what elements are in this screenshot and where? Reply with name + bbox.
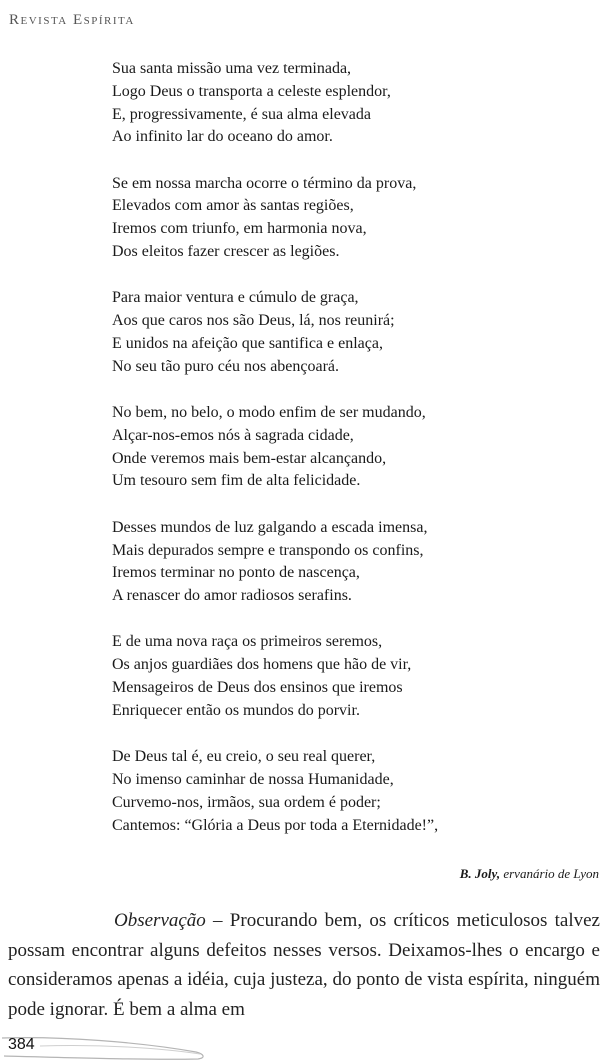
poem-line: Cantemos: “Glória a Deus por toda a Eternidade!”,: [112, 816, 439, 834]
stanza-4: [112, 402, 582, 493]
poem-line: Iremos com triunfo, em harmonia nova,: [112, 220, 367, 238]
author-name: B. Joly,: [459, 866, 501, 881]
poem-line: No seu tão puro céu nos abençoará.: [112, 357, 340, 375]
poem-line: E de uma nova raça os primeiros seremos,: [112, 633, 383, 651]
page-number: 384: [8, 1036, 35, 1053]
poem-line: Mais depurados sempre e transpondo os confins,: [112, 541, 424, 559]
poem-line: Mensageiros de Deus dos ensinos que iremos: [112, 679, 403, 697]
author-role: ervanário de Lyon: [503, 866, 599, 881]
poem-line: Os anjos guardiães dos homens que hão de vir,: [112, 656, 412, 674]
poem-line: Aos que caros nos são Deus, lá, nos reunirá;: [112, 312, 395, 330]
running-header: Revista Espírita: [9, 12, 135, 28]
poem-line: Para maior ventura e cúmulo de graça,: [112, 289, 359, 307]
poem-line: A renascer do amor radiosos serafins.: [112, 587, 352, 605]
stanza-5: [112, 517, 582, 608]
poem-line: Enriquecer então os mundos do porvir.: [112, 701, 360, 719]
poem: [112, 58, 582, 861]
stanza-7: [112, 746, 582, 837]
poem-line: Logo Deus o transporta a celeste esplendor,: [112, 82, 391, 100]
poem-line: Onde veremos mais bem-estar alcançando,: [112, 449, 387, 467]
poem-line: E, progressivamente, é sua alma elevada: [112, 105, 371, 123]
poem-line: Sua santa missão uma vez terminada,: [112, 60, 352, 77]
observation-label: Observação: [114, 910, 206, 931]
stanza-1: [112, 58, 582, 149]
stanza-6: [112, 631, 582, 722]
poem-line: Iremos terminar no ponto de nascença,: [112, 564, 360, 582]
poem-signature: [460, 866, 599, 882]
poem-line: Curvemo-nos, irmãos, sua ordem é poder;: [112, 793, 381, 811]
poem-line: Alçar-nos-emos nós à sagrada cidade,: [112, 426, 354, 444]
poem-line: Desses mundos de luz galgando a escada imensa,: [112, 518, 428, 536]
observation-paragraph: [8, 906, 600, 1024]
poem-line: Se em nossa marcha ocorre o término da prova,: [112, 174, 417, 192]
poem-line: Um tesouro sem fim de alta felicidade.: [112, 472, 361, 490]
observation-text: – Procurando bem, os críticos meticulosos talvez possam encontrar alguns defeitos nesses versos. Deixamos-lhes o encargo e consideramos apenas a idéia, cuja justeza, do ponto de vista espírita, ninguém pode ignorar. É bem a alma em: [8, 910, 600, 1020]
poem-line: Dos eleitos fazer crescer as legiões.: [112, 243, 340, 261]
stanza-3: [112, 287, 582, 378]
poem-line: De Deus tal é, eu creio, o seu real querer,: [112, 748, 376, 766]
poem-line: Elevados com amor às santas regiões,: [112, 197, 354, 215]
stanza-2: [112, 173, 582, 264]
poem-line: No bem, no belo, o modo enfim de ser mudando,: [112, 404, 426, 422]
poem-line: E unidos na afeição que santifica e enlaça,: [112, 334, 383, 352]
poem-line: Ao infinito lar do oceano do amor.: [112, 128, 333, 146]
poem-line: No imenso caminhar de nossa Humanidade,: [112, 770, 394, 788]
